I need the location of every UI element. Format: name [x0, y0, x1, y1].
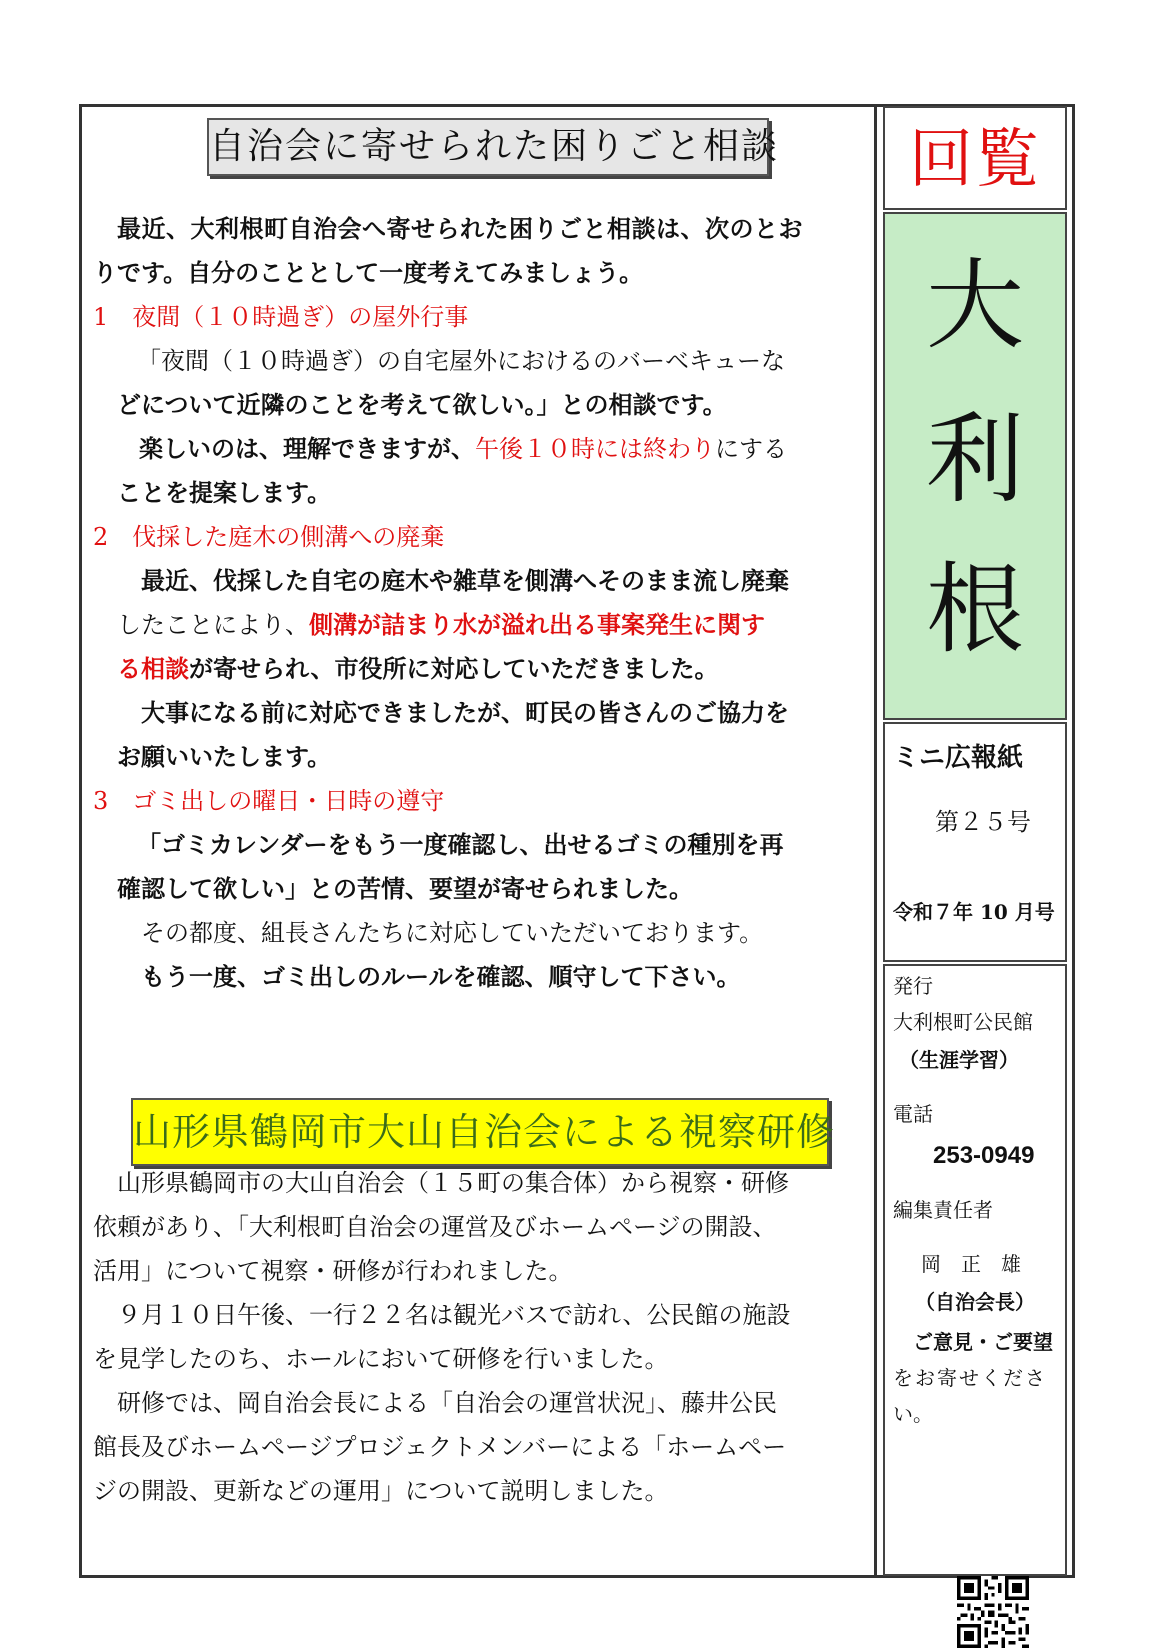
issue-box [883, 722, 1067, 962]
main-column [79, 104, 877, 1578]
publisher-name: 大利根町公民館 [893, 1010, 1033, 1034]
sidebar [877, 104, 1075, 1578]
publisher-dept: （生涯学習） [899, 1048, 1019, 1072]
article2-line8: ジの開設、更新などの運用」について説明しました。 [93, 1477, 669, 1505]
mini-label: ミニ広報紙 [893, 743, 1024, 773]
item2-highlight-2: る相談 [117, 654, 189, 683]
article2-line7: 館長及びホームページプロジェクトメンバーによる「ホームペー [93, 1433, 787, 1461]
item3-line4: もう一度、ゴミ出しのルールを確認、順守して下さい。 [141, 962, 741, 991]
item3-line1: 「ゴミカレンダーをもう一度確認し、出せるゴミの種別を再 [137, 830, 784, 859]
article2-line5: を見学したのち、ホールにおいて研修を行いました。 [93, 1345, 669, 1373]
item1-heading: 1 夜間（１０時過ぎ）の屋外行事 [93, 303, 469, 331]
item3-line2: 確認して欲しい」との苦情、要望が寄せられました。 [117, 874, 693, 903]
article2-line4: ９月１０日午後、一行２２名は観光バスで訪れ、公民館の施設 [117, 1301, 791, 1329]
editor-name: 岡 正 雄 [921, 1252, 1021, 1276]
name-char-3: 根 [925, 553, 1024, 667]
article2-line3: 活用」について視察・研修が行われました。 [93, 1257, 573, 1285]
article2-line1: 山形県鶴岡市の大山自治会（１５町の集合体）から視察・研修 [117, 1169, 789, 1197]
article1-intro-1: 最近、大利根町自治会へ寄せられた困りごと相談は、次のとお [117, 214, 803, 243]
feedback-line3: い。 [893, 1402, 933, 1426]
feedback-line2: をお寄せくださ [893, 1366, 1047, 1390]
issue-number: 第２５号 [935, 808, 1031, 836]
phone-label: 電話 [893, 1102, 933, 1126]
item1-line2: どについて近隣のことを考えて欲しい。」との相談です。 [117, 390, 727, 419]
item2-line1: 最近、伐採した自宅の庭木や雑草を側溝へそのまま流し廃棄 [141, 566, 789, 595]
article2-line6: 研修では、岡自治会長による「自治会の運営状況」、藤井公民 [117, 1389, 777, 1417]
publisher-label: 発行 [893, 974, 933, 998]
item2-heading: 2 伐採した庭木の側溝への廃棄 [93, 523, 445, 551]
item3-line3: その都度、組長さんたちに対応していただいております。 [141, 919, 764, 947]
editor-title: （自治会長） [915, 1290, 1035, 1314]
kairan-box [883, 106, 1067, 210]
item1-highlight: 午後１０時には終わり [475, 435, 715, 463]
kairan-label: 回覧 [909, 123, 1041, 197]
item2-line3: る相談が寄せられ、市役所に対応していただきました。 [117, 654, 719, 683]
article2-line2: 依頼があり、「大利根町自治会の運営及びホームページの開設、 [93, 1213, 777, 1241]
editor-label: 編集責任者 [893, 1198, 993, 1222]
qr-code-icon[interactable] [957, 1576, 1029, 1648]
phone-number: 253-0949 [933, 1142, 1035, 1169]
name-char-1: 大 [925, 249, 1024, 363]
feedback-line1: ご意見・ご要望 [913, 1330, 1053, 1354]
article1-title: 自治会に寄せられた困りごと相談 [207, 118, 769, 176]
item2-line4: 大事になる前に対応できましたが、町民の皆さんのご協力を [141, 698, 789, 727]
name-char-2: 利 [925, 403, 1024, 517]
article2-title: 山形県鶴岡市大山自治会による視察研修 [131, 1098, 829, 1166]
item2-line2: したことにより、側溝が詰まり水が溢れ出る事案発生に関す [117, 610, 765, 639]
publisher-box [883, 964, 1067, 1576]
item3-heading: 3 ゴミ出しの曜日・日時の遵守 [93, 787, 445, 815]
issue-date: 令和７年 10 月号 [893, 900, 1055, 924]
item2-highlight: 側溝が詰まり水が溢れ出る事案発生に関す [309, 610, 765, 639]
item1-line4: ことを提案します。 [117, 478, 332, 507]
name-panel [883, 212, 1067, 720]
item1-line3: 楽しいのは、理解できますが、午後１０時には終わりにする [139, 434, 787, 463]
item2-line5: お願いいたします。 [117, 742, 332, 771]
item1-line1: 「夜間（１０時過ぎ）の自宅屋外におけるのバーベキューな [137, 347, 785, 375]
article1-intro-2: りです。自分のこととして一度考えてみましょう。 [93, 258, 644, 287]
